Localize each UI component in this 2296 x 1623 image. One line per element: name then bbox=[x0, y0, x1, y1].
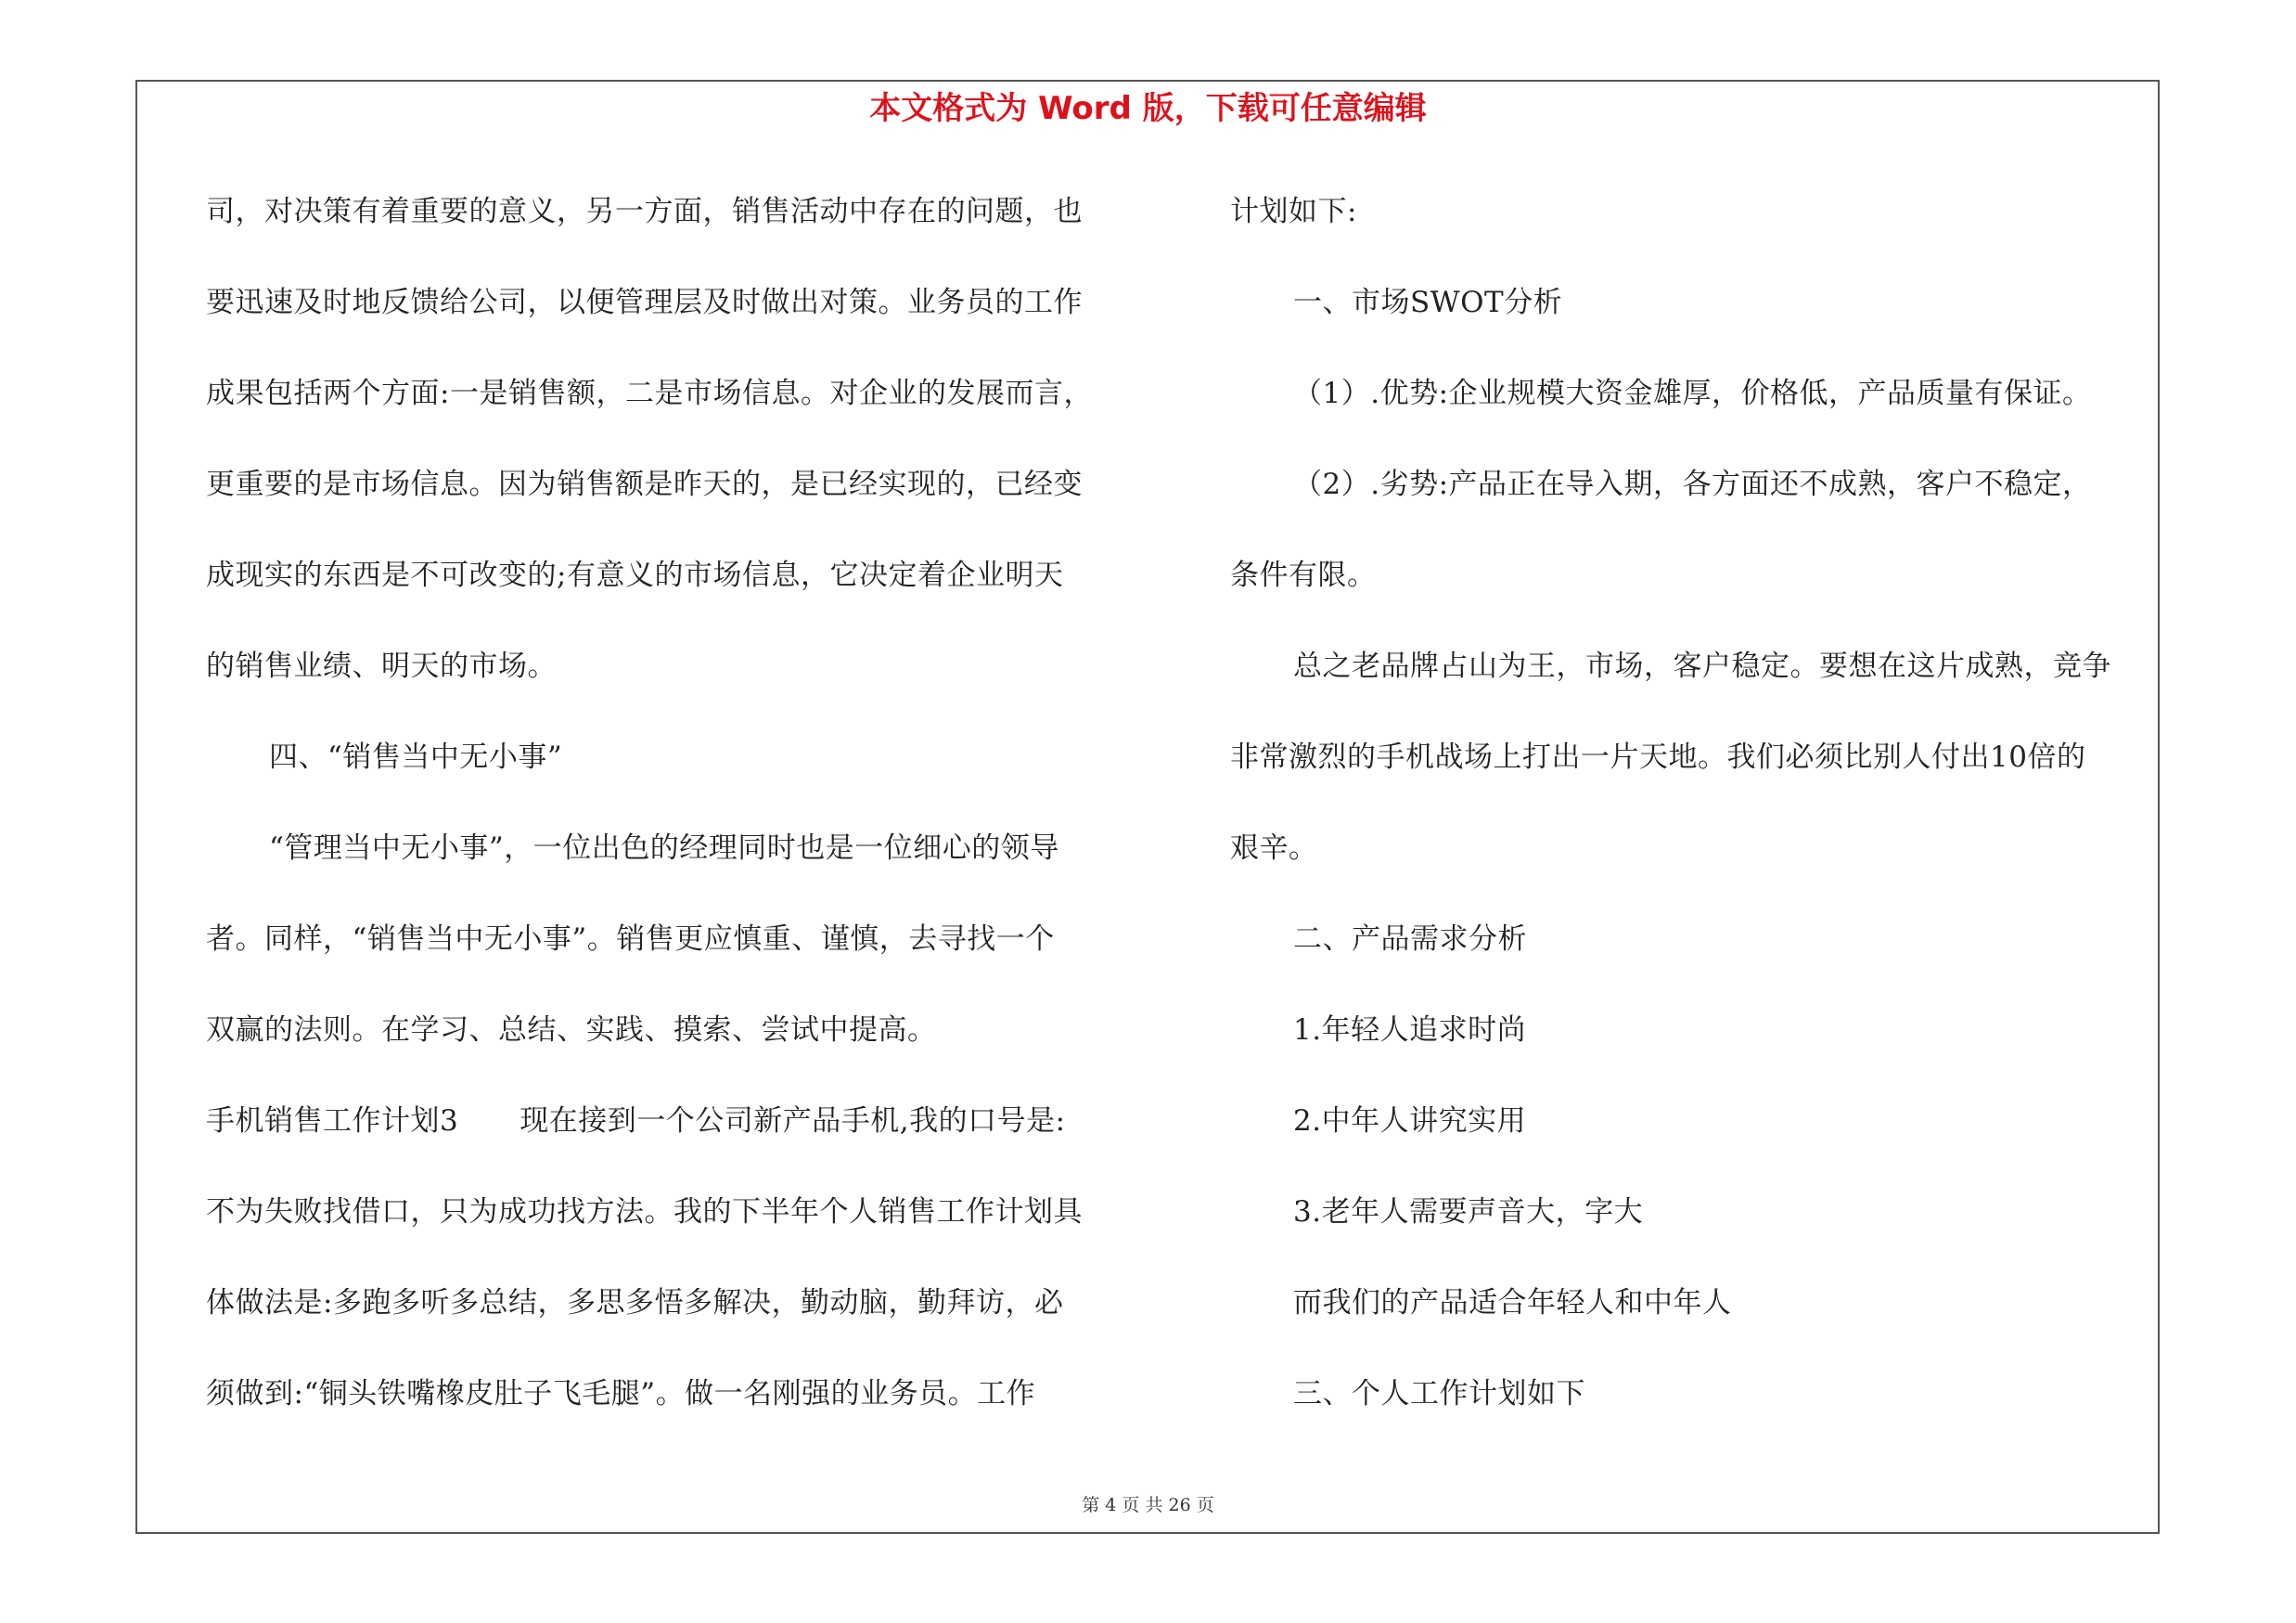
paragraph-line: 成现实的东西是不可改变的;有意义的市场信息，它决定着企业明天 bbox=[206, 559, 1064, 592]
paragraph-line: 总之老品牌占山为王，市场，客户稳定。要想在这片成熟，竞争 bbox=[1293, 650, 2111, 683]
section-heading: 四、“销售当中无小事” bbox=[269, 741, 563, 774]
left-text-column bbox=[206, 187, 1134, 1461]
list-item: （1）.优势:企业规模大资金雄厚，价格低，产品质量有保证。 bbox=[1293, 377, 2092, 410]
section-heading: 三、个人工作计划如下 bbox=[1293, 1377, 1585, 1410]
section-heading: 一、市场SWOT分析 bbox=[1293, 286, 1563, 319]
paragraph-line: 司，对决策有着重要的意义，另一方面，销售活动中存在的问题，也 bbox=[206, 195, 1083, 228]
paragraph-line: 非常激烈的手机战场上打出一片天地。我们必须比别人付出10倍的 bbox=[1230, 741, 2086, 774]
plan-intro: 现在接到一个公司新产品手机,我的口号是: bbox=[519, 1104, 1066, 1138]
paragraph-line: 不为失败找借口，只为成功找方法。我的下半年个人销售工作计划具 bbox=[206, 1195, 1083, 1229]
paragraph-line: 者。同样，“销售当中无小事”。销售更应慎重、谨慎，去寻找一个 bbox=[206, 922, 1055, 956]
list-item: （2）.劣势:产品正在导入期，各方面还不成熟，客户不稳定， bbox=[1293, 468, 2092, 501]
paragraph-line: “管理当中无小事”，一位出色的经理同时也是一位细心的领导 bbox=[269, 831, 1059, 865]
paragraph-line: 须做到:“铜头铁嘴橡皮肚子飞毛腿”。做一名刚强的业务员。工作 bbox=[206, 1377, 1036, 1410]
list-item: 3.老年人需要声音大，字大 bbox=[1293, 1195, 1644, 1229]
section-heading: 二、产品需求分析 bbox=[1293, 922, 1527, 956]
paragraph-line: 体做法是:多跑多听多总结，多思多悟多解决，勤动脑，勤拜访，必 bbox=[206, 1286, 1064, 1320]
page-number: 第 4 页 共 26 页 bbox=[1082, 1495, 1214, 1515]
paragraph-line: 的销售业绩、明天的市场。 bbox=[206, 650, 557, 683]
right-text-column bbox=[1230, 187, 2176, 1461]
paragraph-line: 条件有限。 bbox=[1230, 559, 1377, 592]
list-item: 1.年轻人追求时尚 bbox=[1293, 1013, 1527, 1047]
plan-title: 手机销售工作计划3 bbox=[206, 1104, 459, 1138]
editable-format-banner: 本文格式为 Word 版，下载可任意编辑 bbox=[869, 90, 1427, 127]
paragraph-line: 而我们的产品适合年轻人和中年人 bbox=[1293, 1286, 1732, 1320]
paragraph-line: 双赢的法则。在学习、总结、实践、摸索、尝试中提高。 bbox=[206, 1013, 937, 1047]
list-item: 2.中年人讲究实用 bbox=[1293, 1104, 1527, 1138]
paragraph-line: 艰辛。 bbox=[1230, 831, 1318, 865]
plan-title-line bbox=[206, 1097, 1134, 1188]
paragraph-line: 要迅速及时地反馈给公司，以便管理层及时做出对策。业务员的工作 bbox=[206, 286, 1083, 319]
paragraph-line: 成果包括两个方面:一是销售额，二是市场信息。对企业的发展而言， bbox=[206, 377, 1093, 410]
paragraph-line: 计划如下: bbox=[1230, 195, 1357, 228]
paragraph-line: 更重要的是市场信息。因为销售额是昨天的，是已经实现的，已经变 bbox=[206, 468, 1083, 501]
